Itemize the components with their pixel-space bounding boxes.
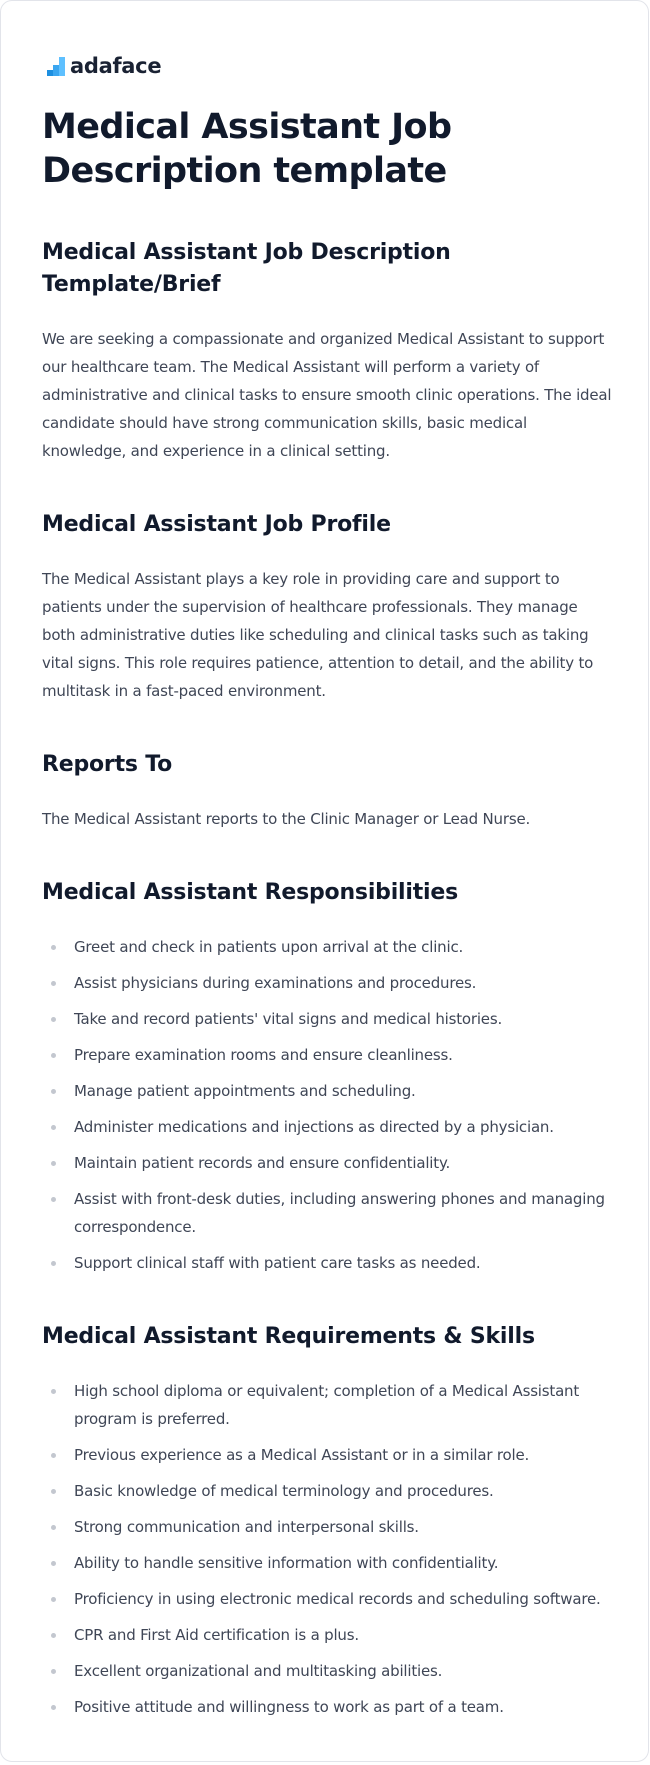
list-item: Prepare examination rooms and ensure cleanliness.: [42, 1041, 612, 1069]
list-item: Administer medications and injections as directed by a physician.: [42, 1113, 612, 1141]
section-reports-to: [42, 749, 612, 833]
section-paragraph-reports-to: The Medical Assistant reports to the Clinic Manager or Lead Nurse.: [42, 810, 531, 828]
list-item: CPR and First Aid certification is a plus.: [42, 1621, 612, 1649]
list-item: Basic knowledge of medical terminology and procedures.: [42, 1477, 612, 1505]
section-heading-responsibilities: Medical Assistant Responsibilities: [42, 880, 459, 905]
list-item: Support clinical staff with patient care tasks as needed.: [42, 1249, 612, 1277]
list-item: Excellent organizational and multitasking abilities.: [42, 1657, 612, 1685]
section-heading-reports-to: Reports To: [42, 752, 173, 777]
list-item: Assist physicians during examinations and procedures.: [42, 969, 612, 997]
list-item: Take and record patients' vital signs and medical histories.: [42, 1005, 612, 1033]
list-item: Previous experience as a Medical Assistant or in a similar role.: [42, 1441, 612, 1469]
list-item: Maintain patient records and ensure confidentiality.: [42, 1149, 612, 1177]
list-item: Ability to handle sensitive information with confidentiality.: [42, 1549, 612, 1577]
section-requirements: [42, 1321, 612, 1721]
adaface-logo-icon: [47, 57, 66, 76]
section-brief: [42, 237, 612, 465]
list-item: Positive attitude and willingness to work as part of a team.: [42, 1693, 612, 1721]
section-paragraph-brief: We are seeking a compassionate and organized Medical Assistant to support our healthcare team. The Medical Assistant will perform a variety of administrative and clinical tasks to ensure smooth clinic operations. The ideal candidate should have strong communication skills, basic medical knowledge, and experience in a clinical setting.: [42, 330, 612, 460]
section-heading-job-profile: Medical Assistant Job Profile: [42, 512, 391, 537]
list-item: Assist with front-desk duties, including answering phones and managing correspondence.: [42, 1185, 612, 1241]
section-heading-requirements: Medical Assistant Requirements & Skills: [42, 1324, 535, 1349]
list-item: Manage patient appointments and scheduling.: [42, 1077, 612, 1105]
section-responsibilities: [42, 877, 612, 1277]
section-paragraph-job-profile: The Medical Assistant plays a key role in providing care and support to patients under the supervision of healthcare professionals. They manage both administrative duties like scheduling and clinical tasks such as taking vital signs. This role requires patience, attention to detail, and the ability to multitask in a fast-paced environment.: [42, 570, 594, 700]
list-item: Greet and check in patients upon arrival at the clinic.: [42, 933, 612, 961]
page-title: Medical Assistant Job Description template: [42, 107, 452, 191]
main-content: [42, 105, 612, 1765]
responsibilities-list: [42, 933, 612, 1277]
list-item: High school diploma or equivalent; completion of a Medical Assistant program is preferred.: [42, 1377, 612, 1433]
requirements-list: [42, 1377, 612, 1721]
section-job-profile: [42, 509, 612, 705]
section-heading-brief: Medical Assistant Job Description Template/Brief: [42, 240, 451, 297]
adaface-logo[interactable]: [47, 54, 161, 78]
list-item: Proficiency in using electronic medical records and scheduling software.: [42, 1585, 612, 1613]
list-item: Strong communication and interpersonal skills.: [42, 1513, 612, 1541]
brand-name: adaface: [70, 54, 162, 78]
